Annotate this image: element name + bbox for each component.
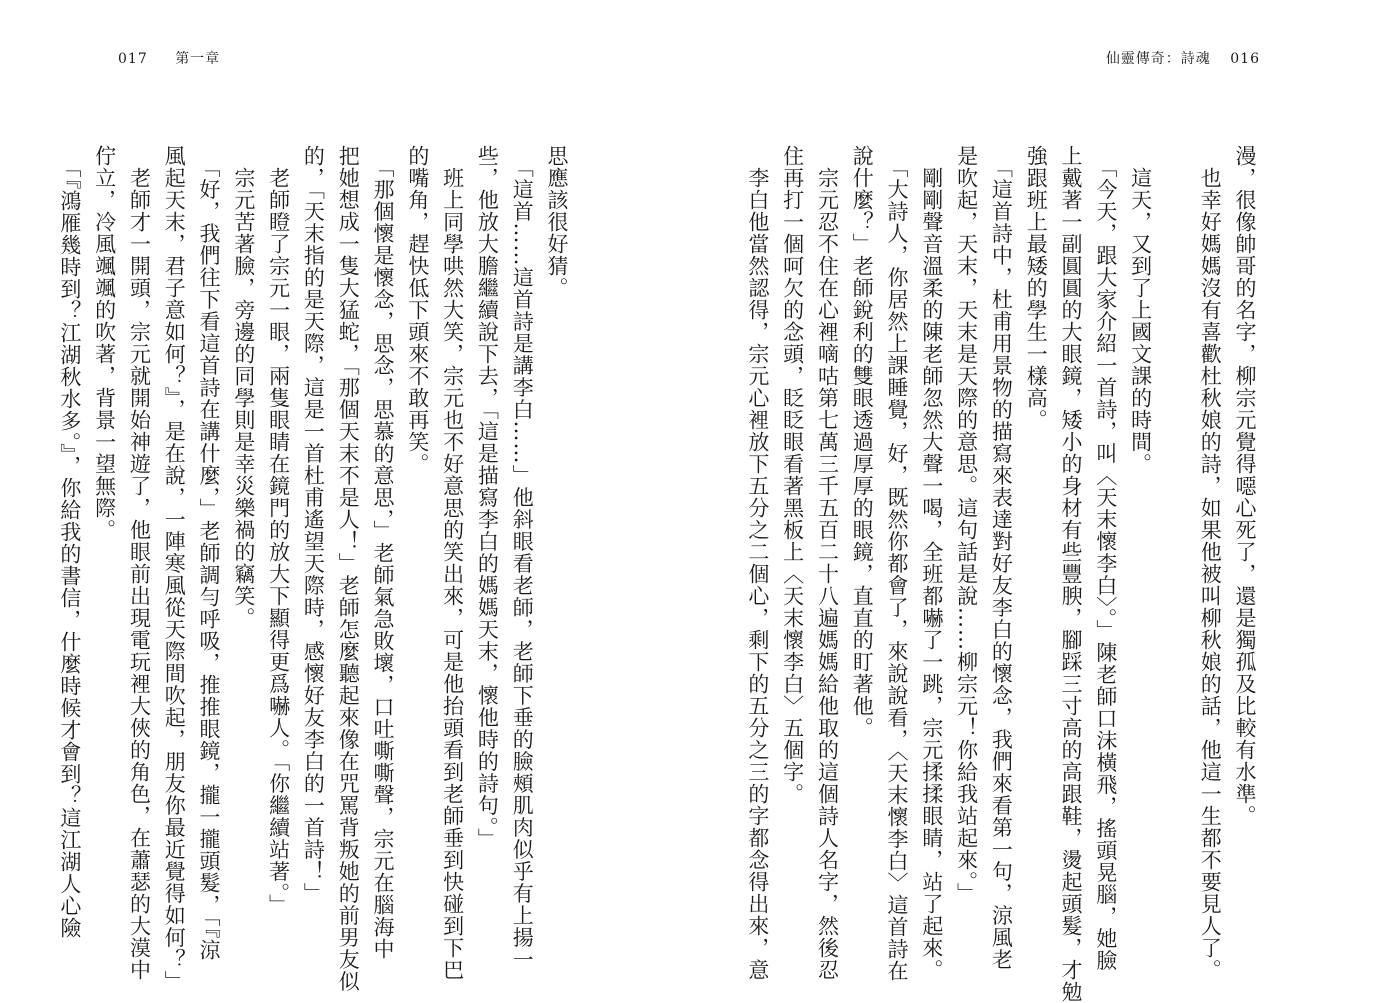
text-line: 「好，我們往下看這首詩在講什麼，」老師調勻呼吸，推推眼鏡，攏一攏頭髮，「『涼 bbox=[197, 145, 222, 961]
text-line: 上戴著一副圓圓的大眼鏡，矮小的身材有些豐腴，腳踩三寸高的高跟鞋，燙起頭髮，才勉 bbox=[1059, 145, 1084, 1003]
left-page-body bbox=[57, 145, 574, 993]
text-line: 說什麼？」老師銳利的雙眼透過厚厚的眼鏡，直直的盯著他。 bbox=[850, 145, 875, 739]
book-title: 仙靈傳奇：詩魂 bbox=[1105, 51, 1211, 67]
text-line: 老師瞪了宗元一眼，兩隻眼睛在鏡門的放大下顯得更爲嚇人。「你繼續站著。」 bbox=[266, 145, 291, 916]
text-line: 「『鴻雁幾時到？江湖秋水多。』，你給我的書信，什麼時候才會到？這江湖人心險 bbox=[57, 145, 82, 939]
text-line: 「今天，跟大家介紹一首詩，叫〈天末懷李白〉。」陳老師口沫橫飛，搖頭晃腦，她臉 bbox=[1093, 145, 1118, 972]
text-line: 強跟班上最矮的學生一樣高。 bbox=[1024, 145, 1049, 431]
text-line: 李白他當然認得，宗元心裡放下五分之二個心，剩下的五分之三的字都念得出來，意 bbox=[745, 145, 770, 981]
text-line: 把她想成一隻大猛蛇，「那個天末不是人！」老師怎麼聽起來像在咒罵背叛她的前男友似 bbox=[336, 145, 361, 993]
text-line: 班上同學哄然大笑，宗元也不好意思的笑出來，可是他抬頭看到老師垂到快碰到下巴 bbox=[440, 145, 465, 981]
text-line: 也幸好媽媽沒有喜歡杜秋娘的詩，如果他被叫柳秋娘的話，他這一生都不要見人了。 bbox=[1198, 145, 1223, 981]
text-line: 佇立，冷風颯颯的吹著，背景一望無際。 bbox=[92, 145, 117, 541]
text-line: 剛剛聲音溫柔的陳老師忽然大聲一喝，全班都嚇了一跳，宗元揉揉眼睛，站了起來。 bbox=[919, 145, 944, 981]
text-line bbox=[1158, 145, 1193, 845]
text-line: 宗元苦著臉，旁邊的同學則是幸災樂禍的竊笑。 bbox=[231, 145, 256, 629]
text-line: 些，他放大膽繼續說下去，「這是描寫李白的媽媽天末，懷他時的詩句。」 bbox=[475, 145, 500, 850]
text-line: 「這首……這首詩是講李白……」他斜眼看老師，老師下垂的臉頰肌肉似乎有上揚一 bbox=[510, 145, 535, 971]
chapter-title: 第一章 bbox=[175, 51, 221, 67]
text-line: 漫，很像帥哥的名字，柳宗元覺得噁心死了，還是獨孤及比較有水準。 bbox=[1233, 145, 1257, 827]
right-page-number: 016 bbox=[1230, 51, 1260, 67]
text-line: 宗元忍不住在心裡嘀咕第七萬三千五百二十八遍媽媽給他取的這個詩人名字，然後忍 bbox=[815, 145, 840, 981]
left-page-header bbox=[118, 48, 220, 68]
text-line: 「這首詩中，杜甫用景物的描寫來表達對好友李白的懷念，我們來看第一句，涼風老 bbox=[989, 145, 1014, 971]
text-line: 這天，又到了上國文課的時間。 bbox=[1128, 145, 1153, 475]
text-line: 思應該很好猜。 bbox=[545, 145, 569, 299]
left-page-number: 017 bbox=[118, 51, 148, 67]
text-line: 「那個懷是懷念，思念，思慕的意思，」老師氣急敗壞，口吐嘶嘶聲，宗元在腦海中 bbox=[371, 145, 396, 960]
text-line: 風起天末，君子意如何？』，是在說，一陣寒風從天際間吹起，朋友你最近覺得如何？」 bbox=[162, 145, 187, 993]
right-page-header bbox=[1106, 48, 1260, 68]
text-line: 是吹起，天末，天末是天際的意思。這句話是說……柳宗元！你給我站起來。」 bbox=[954, 145, 979, 905]
text-line: 「大詩人，你居然上課睡覺，好，既然你都會了，來說說看，〈天末懷李白〉這首詩在 bbox=[885, 145, 910, 982]
text-line: 的嘴角，趕快低下頭來不敢再笑。 bbox=[405, 145, 430, 475]
text-line: 老師才一開頭，宗元就開始神遊了，他眼前出現電玩裡大俠的角色，在蕭瑟的大漠中 bbox=[127, 145, 152, 981]
text-line: 住再打一個呵欠的念頭，眨眨眼看著黑板上〈天末懷李白〉五個字。 bbox=[780, 145, 805, 805]
text-line: 的，「天末指的是天際，這是一首杜甫遙望天際時，感懷好友李白的一首詩！」 bbox=[301, 145, 326, 905]
right-page-body bbox=[745, 145, 1262, 1003]
